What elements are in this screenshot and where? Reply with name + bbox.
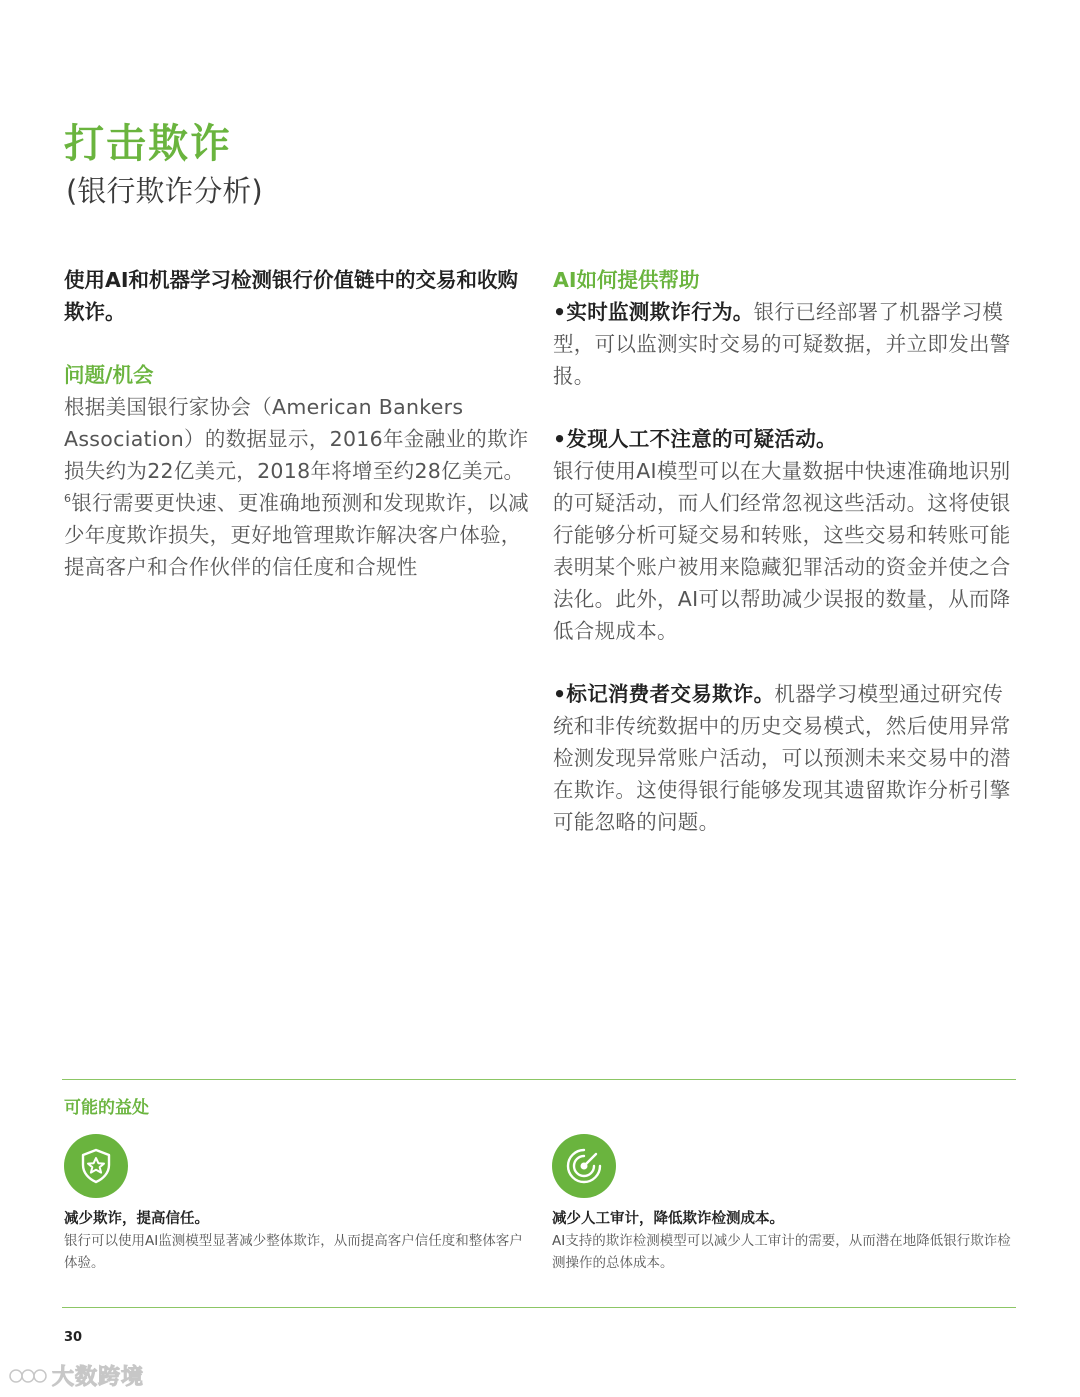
benefits-bottom-divider — [62, 1307, 1016, 1308]
left-column — [64, 264, 530, 583]
benefit-card — [552, 1134, 1012, 1274]
watermark — [8, 1360, 144, 1391]
page-number: 30 — [64, 1330, 83, 1345]
ai-help-item-title: •实时监测欺诈行为。 — [553, 300, 754, 324]
watermark-text: 大数跨境 — [52, 1365, 145, 1390]
ai-help-heading: AI如何提供帮助 — [553, 268, 700, 292]
radar-target-icon — [552, 1134, 616, 1198]
ai-help-item — [553, 296, 1015, 392]
benefit-description: AI支持的欺诈检测模型可以减少人工审计的需要，从而潜在地降低银行欺诈检测操作的总体成本。 — [552, 1233, 1011, 1271]
radar-target-icon-graphic — [563, 1145, 605, 1187]
benefit-card — [64, 1134, 524, 1274]
problem-text-part-2: 银行需要更快速、更准确地预测和发现欺诈，以减少年度欺诈损失，更好地管理欺诈解决客户体验，提高客户和合作伙伴的信任度和合规性 — [64, 491, 529, 579]
lead-statement: 使用AI和机器学习检测银行价值链中的交易和收购欺诈。 — [64, 268, 518, 324]
watermark-logo-icon — [8, 1365, 48, 1387]
ai-help-item — [553, 423, 1015, 647]
problem-text-part-1: 根据美国银行家协会（American Bankers Association）的数据显示，2016年金融业的欺诈损失约为22亿美元，2018年将增至约28亿美元。 — [64, 395, 529, 483]
benefit-heading: 减少欺诈，提高信任。 — [64, 1211, 209, 1227]
right-column — [553, 264, 1015, 838]
ai-help-item — [553, 678, 1015, 838]
benefits-title: 可能的益处 — [64, 1098, 149, 1118]
page-title: 打击欺诈 — [64, 121, 232, 167]
benefits-top-divider — [62, 1079, 1016, 1080]
shield-star-icon-graphic — [76, 1146, 116, 1186]
ai-help-item-title: •标记消费者交易欺诈。 — [553, 682, 775, 706]
ai-help-item-text: 银行使用AI模型可以在大量数据中快速准确地识别的可疑活动，而人们经常忽视这些活动。这将使银行能够分析可疑交易和转账，这些交易和转账可能表明某个账户被用来隐藏犯罪活动的资金并使之合法化。此外，AI可以帮助减少误报的数量，从而降低合规成本。 — [553, 459, 1011, 643]
problem-text — [64, 391, 530, 583]
page-subtitle: (银行欺诈分析) — [66, 174, 263, 208]
ai-help-item-title: •发现人工不注意的可疑活动。 — [553, 427, 837, 451]
benefit-heading: 减少人工审计，降低欺诈检测成本。 — [552, 1211, 784, 1227]
shield-star-icon — [64, 1134, 128, 1198]
benefit-description: 银行可以使用AI监测模型显著减少整体欺诈，从而提高客户信任度和整体客户体验。 — [64, 1233, 523, 1271]
ai-help-item-text: 机器学习模型通过研究传统和非传统数据中的历史交易模式，然后使用异常检测发现异常账户活动，可以预测未来交易中的潜在欺诈。这使得银行能够发现其遗留欺诈分析引擎可能忽略的问题。 — [553, 682, 1011, 834]
ai-help-item-text: 银行已经部署了机器学习模型，可以监测实时交易的可疑数据，并立即发出警报。 — [553, 300, 1011, 388]
problem-heading: 问题/机会 — [64, 363, 154, 387]
footnote-reference[interactable]: 6 — [64, 492, 72, 505]
